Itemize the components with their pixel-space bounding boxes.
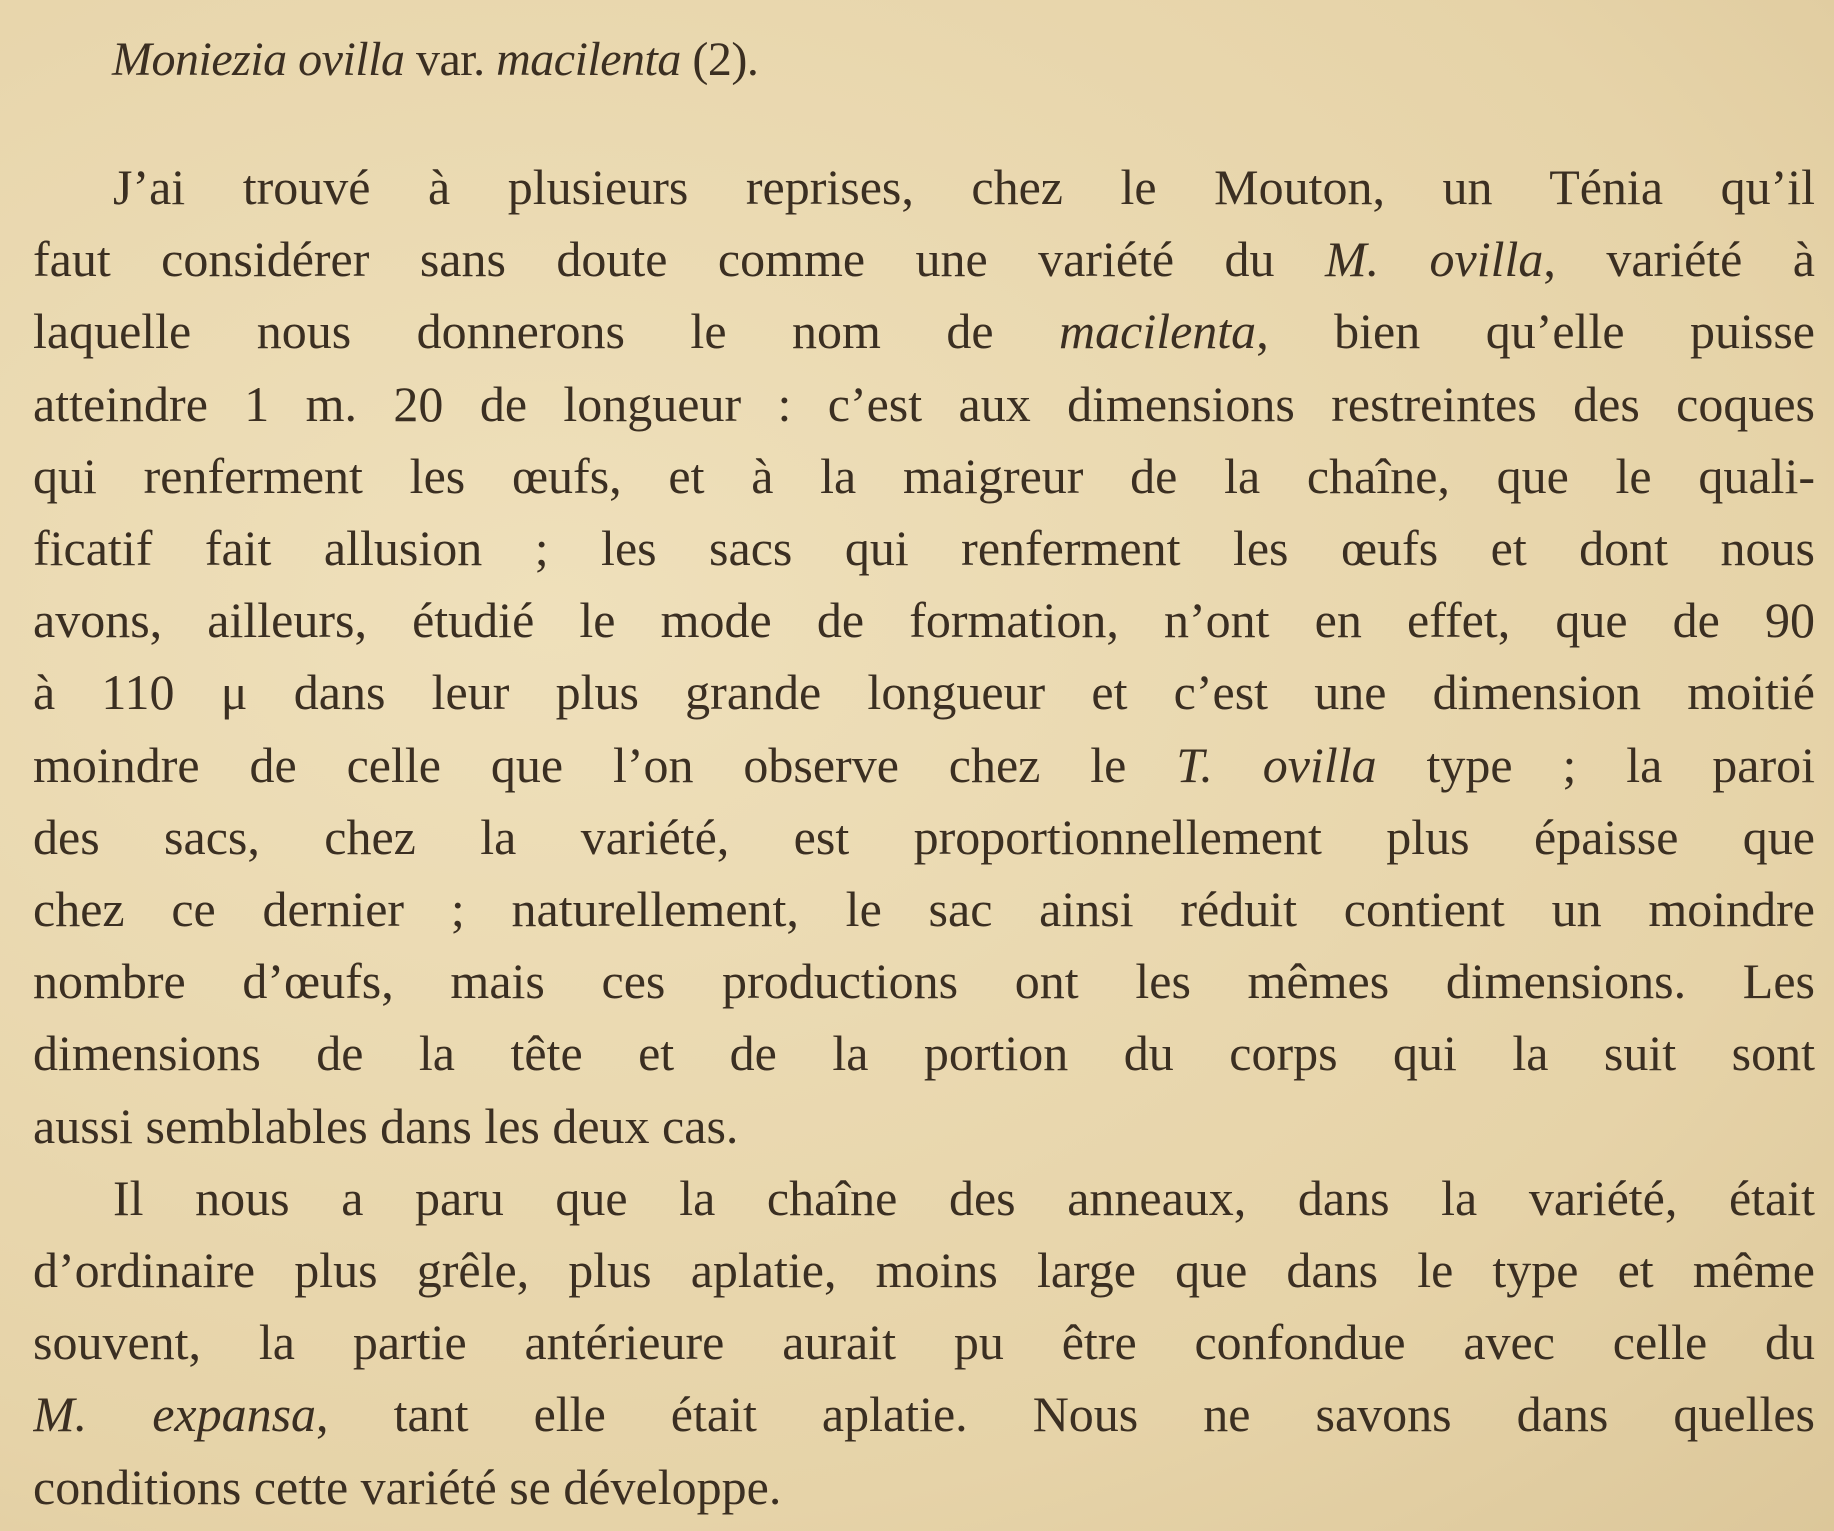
text-line <box>33 873 1815 945</box>
text-segment: type ; la paroi <box>1376 736 1815 793</box>
text-segment: aussi semblables dans les deux cas. <box>33 1097 739 1154</box>
text-line <box>33 223 1815 295</box>
text-line <box>33 1378 1815 1450</box>
text-segment: conditions cette variété se développe. <box>33 1458 782 1515</box>
text-line <box>33 945 1815 1017</box>
text-segment: chez ce dernier ; naturellement, le sac ainsi réduit contient un moindre <box>33 881 1815 937</box>
text-line <box>33 656 1815 728</box>
text-line <box>33 1090 1815 1162</box>
text-line <box>33 801 1815 873</box>
heading-italic-segment: Moniezia ovilla <box>112 33 405 86</box>
text-segment: Il nous a paru que la chaîne des anneaux, dans la variété, était <box>113 1169 1815 1226</box>
text-segment: , tant elle était aplatie. Nous ne savons dans quelles <box>316 1386 1815 1443</box>
text-segment: nombre d’œufs, mais ces productions ont les mêmes dimensions. Les <box>33 953 1815 1010</box>
text-segment: laquelle nous donnerons le nom de <box>33 303 1060 360</box>
text-line <box>33 512 1815 584</box>
text-segment: ficatif fait allusion ; les sacs qui renferment les œufs et dont nous <box>33 520 1815 576</box>
text-segment: atteindre 1 m. 20 de longueur : c’est aux dimensions restreintes des coques <box>33 375 1815 432</box>
heading-segment: var. <box>404 33 497 86</box>
heading-italic-segment: macilenta <box>496 33 681 86</box>
italic-taxon-name: M. ovilla <box>1324 231 1544 288</box>
text-segment: à 110 μ dans leur plus grande longueur et c’est une dimension moitié <box>33 664 1815 721</box>
text-segment: d’ordinaire plus grêle, plus aplatie, moins large que dans le type et même <box>33 1242 1815 1298</box>
text-line <box>33 368 1815 440</box>
text-line <box>33 1451 1815 1523</box>
text-segment: J’ai trouvé à plusieurs reprises, chez le Mouton, un Ténia qu’il <box>113 159 1815 215</box>
text-segment: des sacs, chez la variété, est proportionnellement plus épaisse que <box>33 808 1815 865</box>
text-segment: faut considérer sans doute comme une variété du <box>33 231 1325 288</box>
italic-taxon-name: M. expansa <box>33 1386 317 1443</box>
section-heading <box>112 30 758 90</box>
text-segment: dimensions de la tête et de la portion du corps qui la suit sont <box>33 1025 1815 1082</box>
italic-taxon-name: macilenta <box>1059 303 1257 360</box>
text-line <box>33 440 1815 512</box>
text-segment: moindre de celle que l’on observe chez le <box>33 736 1177 793</box>
text-line <box>113 151 1815 223</box>
text-segment: souvent, la partie antérieure aurait pu être confondue avec celle du <box>33 1314 1815 1371</box>
text-segment: avons, ailleurs, étudié le mode de formation, n’ont en effet, que de 90 <box>33 592 1815 649</box>
heading-segment: (2). <box>680 33 759 86</box>
text-segment: qui renferment les œufs, et à la maigreur de la chaîne, que le quali- <box>33 447 1815 504</box>
text-segment: , bien qu’elle puisse <box>1256 303 1815 360</box>
text-line <box>33 1234 1815 1306</box>
text-line <box>113 1162 1815 1234</box>
text-line <box>33 1306 1815 1378</box>
text-line <box>33 295 1815 367</box>
text-segment: , variété à <box>1543 231 1815 288</box>
text-line <box>33 729 1815 801</box>
text-line <box>33 584 1815 656</box>
text-line <box>33 1017 1815 1089</box>
italic-taxon-name: T. ovilla <box>1176 736 1377 793</box>
